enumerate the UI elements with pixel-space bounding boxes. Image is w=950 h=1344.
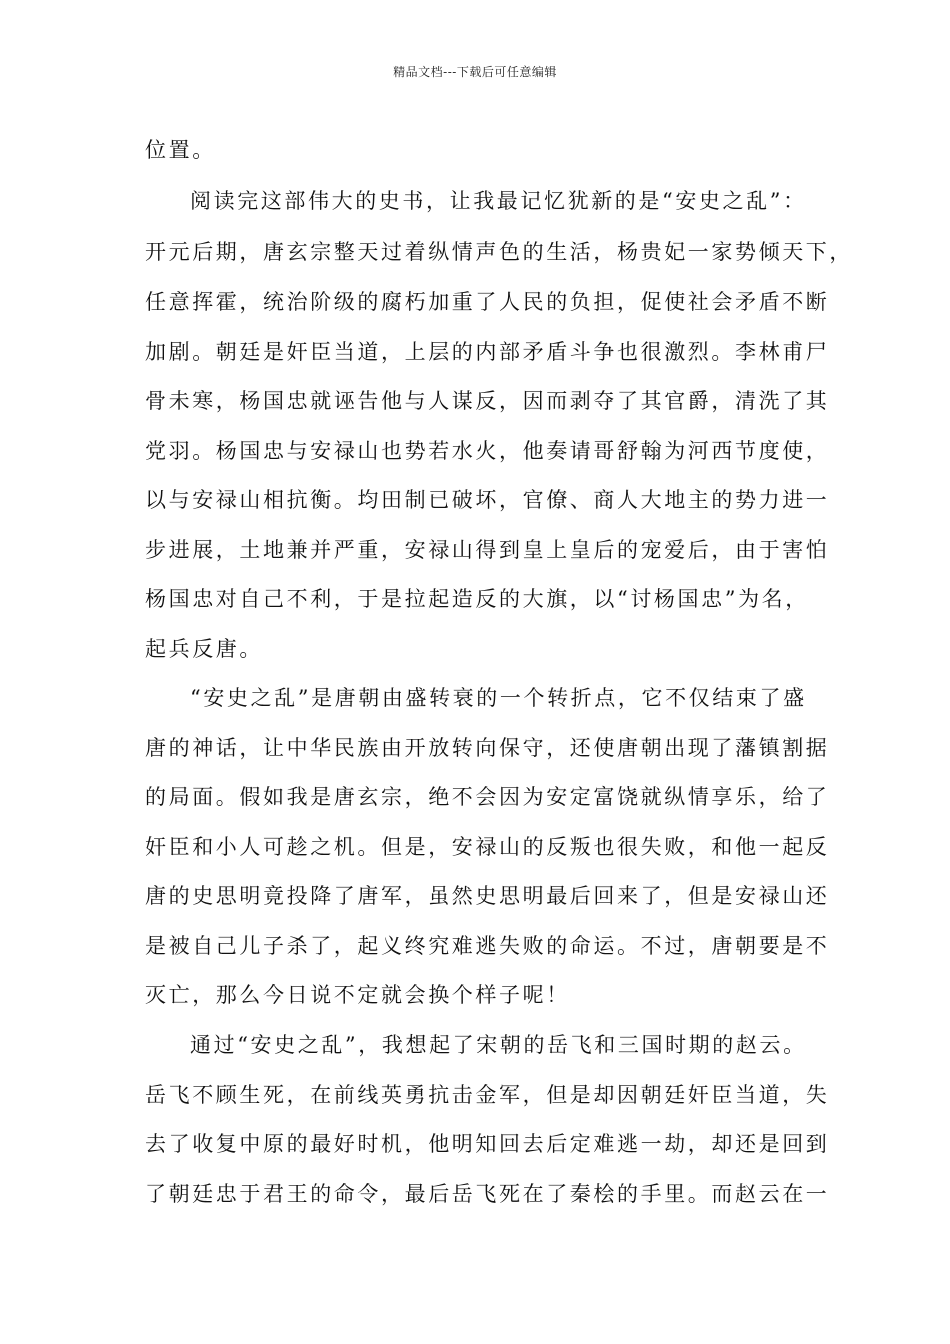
text-line: 去了收复中原的最好时机，他明知回去后定难逃一劫，却还是回到 — [145, 1132, 830, 1156]
text-line: “安史之乱”是唐朝由盛转衰的一个转折点，它不仅结束了盛 — [190, 686, 807, 710]
text-line: 通过“安史之乱”，我想起了宋朝的岳飞和三国时期的赵云。 — [190, 1033, 807, 1057]
text-line: 杨国忠对自己不利，于是拉起造反的大旗，以“讨杨国忠”为名， — [145, 587, 809, 611]
text-line: 位置。 — [145, 138, 216, 162]
text-line: 任意挥霍，统治阶级的腐朽加重了人民的负担，促使社会矛盾不断 — [145, 290, 830, 314]
text-line: 骨未寒，杨国忠就诬告他与人谋反，因而剥夺了其官爵，清洗了其 — [145, 389, 830, 413]
text-line: 党羽。杨国忠与安禄山也势若水火，他奏请哥舒翰为河西节度使， — [145, 439, 830, 463]
text-line: 开元后期，唐玄宗整天过着纵情声色的生活，杨贵妃一家势倾天下， — [145, 240, 853, 264]
text-line: 以与安禄山相抗衡。均田制已破坏，官僚、商人大地主的势力进一 — [145, 488, 830, 512]
text-line: 奸臣和小人可趁之机。但是，安禄山的反叛也很失败，和他一起反 — [145, 835, 830, 859]
text-line: 岳飞不顾生死，在前线英勇抗击金军，但是却因朝廷奸臣当道，失 — [145, 1083, 830, 1107]
text-line: 加剧。朝廷是奸臣当道，上层的内部矛盾斗争也很激烈。李林甫尸 — [145, 340, 830, 364]
page-header: 精品文档---下载后可任意编辑 — [393, 65, 557, 79]
text-line: 唐的史思明竟投降了唐军，虽然史思明最后回来了，但是安禄山还 — [145, 884, 830, 908]
text-line: 阅读完这部伟大的史书，让我最记忆犹新的是“安史之乱”： — [190, 189, 807, 213]
text-line: 唐的神话，让中华民族由开放转向保守，还使唐朝出现了藩镇割据 — [145, 736, 830, 760]
text-line: 的局面。假如我是唐玄宗，绝不会因为安定富饶就纵情享乐，给了 — [145, 785, 830, 809]
text-line: 起兵反唐。 — [145, 637, 263, 661]
text-line: 灭亡，那么今日说不定就会换个样子呢！ — [145, 983, 570, 1007]
text-line: 是被自己儿子杀了，起义终究难逃失败的命运。不过，唐朝要是不 — [145, 934, 830, 958]
text-line: 步进展，土地兼并严重，安禄山得到皇上皇后的宠爱后，由于害怕 — [145, 538, 830, 562]
text-line: 了朝廷忠于君王的命令，最后岳飞死在了秦桧的手里。而赵云在一 — [145, 1182, 830, 1206]
